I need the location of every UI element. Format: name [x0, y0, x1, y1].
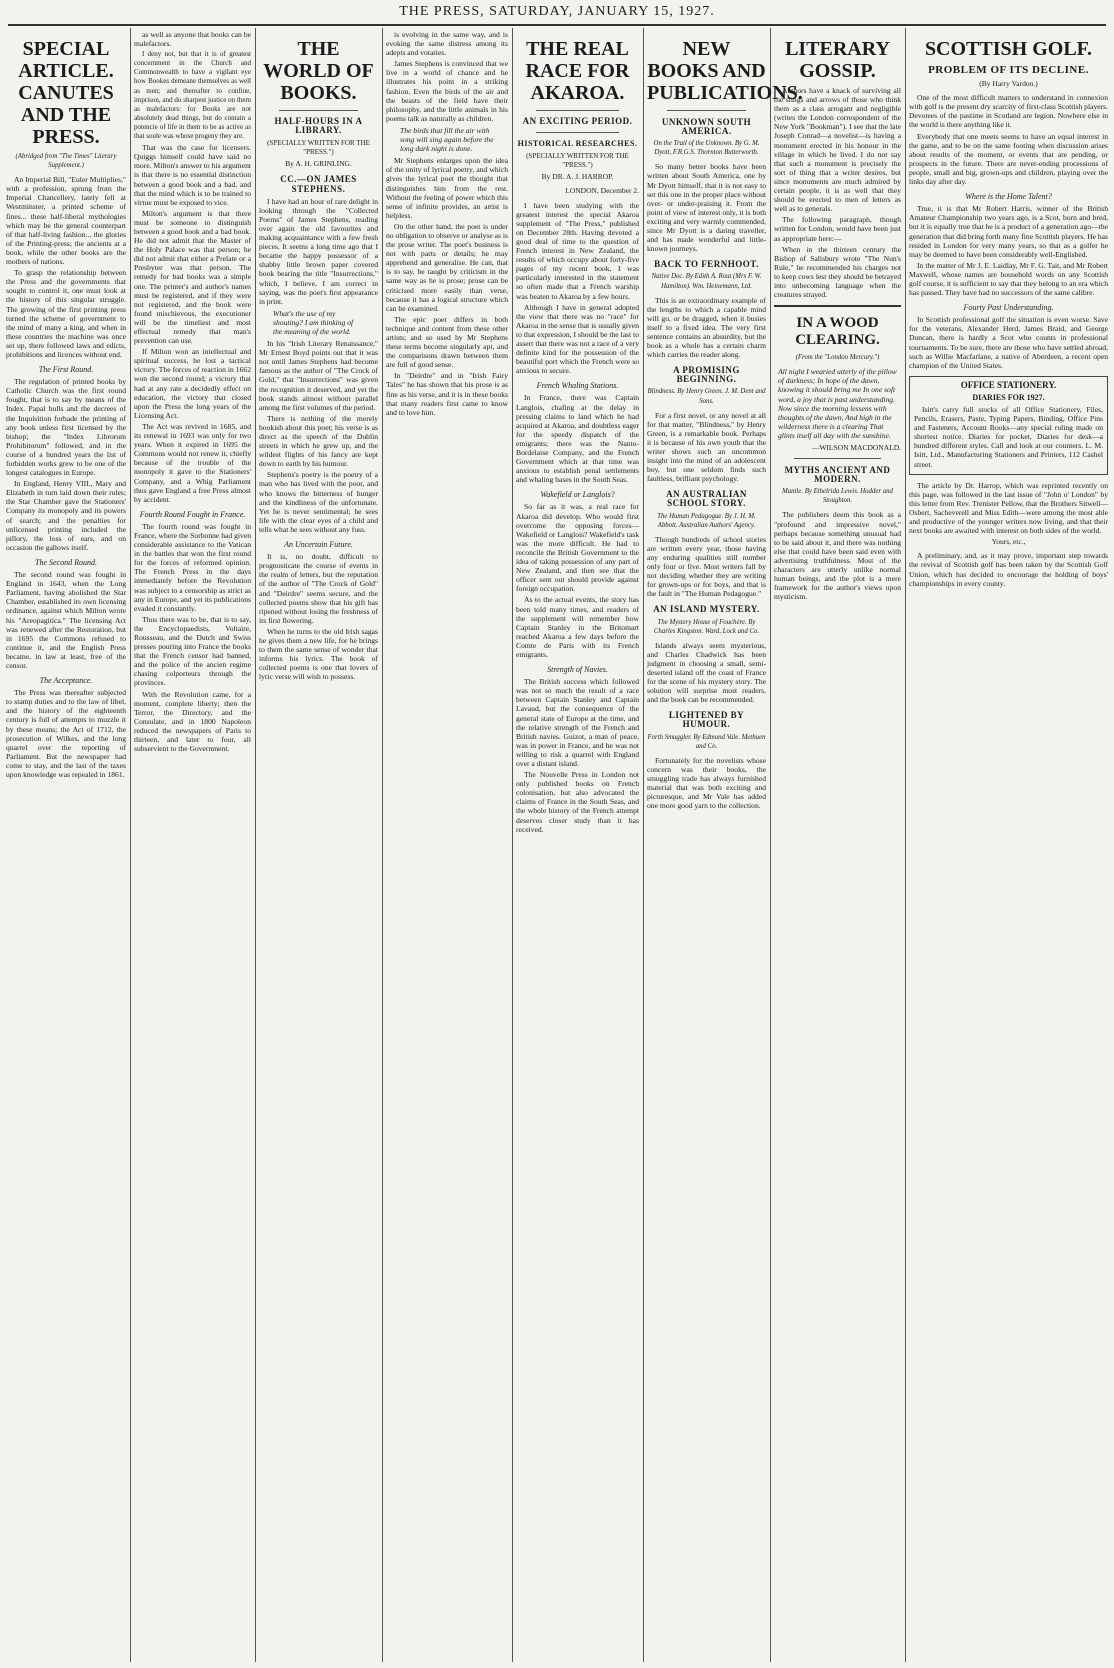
section-heading: An Uncertain Future. — [284, 540, 353, 550]
column-divider — [130, 28, 131, 1662]
paragraph: In "Deirdre" and in "Irish Fairy Tales" he has shown that his prose is as fine as his verse, and it is in these books that many readers first came to know and to love him. — [386, 371, 508, 417]
section-heading: The Second Round. — [35, 557, 97, 567]
paragraph: The Nouvelle Press in London not only published books on French colonisation, but also advocated the claims of France in the South Seas, and the whole history of the French attempt deserves closer study than it has received. — [516, 770, 639, 834]
column-divider — [255, 28, 256, 1662]
article-world-of-books-continued — [386, 30, 508, 1662]
poem-title: IN A WOOD CLEARING. — [795, 315, 880, 349]
paragraph: Though hundreds of school stories are written every year, those having any enduring qualities still number only four or five. Most writers fall by not deciding whether they are writing for grown-ups or for boys, and that is the fault in "The Human Pedagogue." — [647, 534, 766, 599]
paragraph: So many better books have been written about South America, one by Mr Dyott himself, that it is not easy to set this one in the proper place without over- or under-praising it. From the point of view of interest only, it is both exciting and very warmly commended, since Mr Dyott is a daring traveller, and has made wonderful and little-known journeys. — [647, 162, 766, 254]
paragraph: The article by Dr. Harrop, which was reprinted recently on this page, was followed in the last issue of "John o' London" by this letter from Rev. Trenister Pellow, that the Brothers Sitwell—Osbert, Sacheverell and Miss Edith—were among the most able and productive of the younger writers now living, and that their next books are awaited with interest on both sides of the world. — [909, 480, 1108, 536]
paragraph: is evolving in the same way, and is evoking the same distress among its adepts and votaries. — [386, 30, 508, 58]
paragraph: When he turns to the old Irish sagas he gives them a new life, for he brings to them the same sense of wonder that informs his lyrics. The book of collected poems is one that lovers of lyric verse will wish to possess. — [259, 626, 378, 682]
divider — [667, 110, 746, 111]
article-world-of-books — [259, 30, 378, 1662]
paragraph: True, it is that Mr Robert Harris, winner of the British Amateur Championship two years ago, is a Scot, born and bred, but it is equally true that he is a product of a generation ago—the generation that did bring forth many fine Scottish players. He has resided in London for very many years, so that as a golfer he may be deemed to have been considerably well-Englished. — [909, 204, 1108, 259]
paragraph: Mr Stephens enlarges upon the idea of the unity of lyrical poetry, and which gives the lyrical poet the thought that distinguishes him from the rest. Without the feeling of power which this sense of infinite provides, an artist is helpless. — [386, 156, 508, 220]
poem-author: —WILSON MACDONALD. — [811, 443, 901, 452]
article-real-race-for-akaroa — [516, 30, 639, 1662]
paragraph: One of the most difficult matters to understand in connexion with golf is the present dry scarcity of first-class Scottish players. Devotees of the pastime in Scotland are legion. Nowhere else in the world is there anything like it. — [909, 93, 1108, 130]
article-headline: THE WORLD OF BOOKS. — [263, 38, 374, 104]
paragraph: Fortunately for the novelists whose concern was their books, the smuggling trade has always furnished material that was both exciting and picturesque, and Mr Vale has added one more good yarn to the collection. — [647, 755, 766, 811]
divider — [536, 110, 619, 111]
section-heading: BACK TO FERNHOOT. — [654, 259, 759, 270]
section-heading: AN ISLAND MYSTERY. — [653, 604, 760, 615]
paragraph: The fourth round was fought in France, where the Sorbonne had given considerable assistance to the Vatican in the battles that won the first round for the forces of reformed opinion. The French Press in the days immediately before the Revolution was subject to a censorship as strict as any in Europe, and yet its publications evaded it constantly. — [134, 521, 251, 613]
book-citation: The Mystery House of Fouchère. By Charles Kingston. Ward, Lock and Co. — [653, 618, 760, 635]
paragraph: I have been studying with the greatest interest the special Akaroa supplement of "The Press," published on December 28th. Having devoted a good deal of time to the question of French interest in New Zealand, the results of which occupy about forty-five pages of my recent book, I was particularly interested in the statement so often made that a French warship was beaten to Akaroa by a few hours. — [516, 200, 639, 301]
article-headline: NEW BOOKS AND PUBLICATIONS. — [647, 38, 803, 104]
paragraph: On the other hand, the poet is under no obligation to observe or analyse as is the prose writer. The poet's business is not with parts or details; he may apprehend and generalise. He can, that is to say, be taught by criticism in the same way as he is prose; prose can be criticised more easily than verse, because it has a logical structure which can be examined. — [386, 221, 508, 313]
divider — [279, 110, 358, 111]
paragraph: Islands always seem mysterious, and Charles Chadwick has been judgment in choosing a small, semi-deserted island off the coast of France for the scene of his mystery story. The solution will surprise most readers, and the book can be recommended. — [647, 640, 766, 705]
paragraph: For a first novel, or any novel at all for that matter, "Blindness," by Henry Green, is a remarkable book. Perhaps it is because of his own youth that the writer shows such an uncommon insight into the mind of an adolescent boy, but one seldom finds such faultless, brilliant psychology. — [647, 410, 766, 484]
paragraph: Although I have in general adopted the view that there was no "race" for Akaroa in the sense that is usually given to that expression, I should be the last to assert that there was not a race of a very definite kind for the possession of the beautiful port which the French were so anxious to secure. — [516, 302, 639, 376]
paragraph: As to the actual events, the story has been told many times, and readers of the supplement will remember how Captain Stanley in the Britomart reached Akaroa a few days before the Comte de Paris with its French emigrants. — [516, 595, 639, 659]
paragraph: There is nothing of the merely bookish about this poet; his verse is as direct as the speech of the Dublin streets in which he grew up, and the wildest flights of his fancy are kept down to earth by his humour. — [259, 413, 378, 469]
paragraph: In England, Henry VIII., Mary and Elizabeth in turn laid down their rules; the Star Chamber gave the Stationers' Company its monopoly and its powers of search; and the penalties for unlicensed printing included the pillory, the loss of ears, and on occasion the gallows itself. — [6, 479, 126, 552]
article-source: (Abridged from "The Times" Literary Supplement.) — [15, 153, 117, 170]
letter-signoff: Yours, etc., — [991, 537, 1026, 547]
ad-subtitle: DIARIES FOR 1927. — [972, 392, 1045, 402]
paragraph: The following paragraph, though written for London, would have been just as appropriate here:— — [774, 215, 901, 243]
article-subheadline: PROBLEM OF ITS DECLINE. — [928, 64, 1089, 76]
paragraph: In the matter of Mr J. E. Laidlay, Mr F. G. Tait, and Mr Robert Maxwell, whose names are household words on any Scottish golf course, it is sufficient to say that they belong to an era which has passed. They have had no successors of the same calibre. — [909, 260, 1108, 298]
ad-text: Isitt's carry full stocks of all Office Stationery, Files, Pencils, Erasers, Paste, Typing Papers, Binding, Office Pins and Fasteners, Account Books—any special ruling made on shortest notice. Diaries for pocket, Diaries for desk—a hundred different styles. Call and look at our counters. L. M. Isitt, Ltd., Manufacturing Stationers and Printers, 112 Cashel street. — [914, 405, 1103, 469]
section-heading: LIGHTENED BY HUMOUR. — [668, 710, 745, 730]
paragraph: as well as anyone that books can be malefactors. — [134, 30, 251, 49]
column-divider — [382, 28, 383, 1662]
ad-title: OFFICE STATIONERY. — [960, 379, 1057, 390]
section-heading: AN AUSTRALIAN SCHOOL STORY. — [666, 489, 747, 509]
section-heading: MYTHS ANCIENT AND MODERN. — [784, 465, 891, 485]
poem-text: All night I wearied utterly of the pillow of darkness; In hope of the dawn, knowing it should bring me In one soft word, a joy that is past understanding. Now since the morning lessens with thoughts of the dawn, And high in the wilderness there is a clearing That glints itself all day with the sunshine. — [778, 367, 897, 440]
paragraph: That was the case for licensers. Quiggs himself could have said no more. Milton's answer to his argument is that there is no essential distinction between a good book and a bad, and that the mind which is to be trained to virtue must be exposed to vice. — [134, 143, 251, 207]
article-subheadline: HISTORICAL RESEARCHES. — [517, 139, 638, 149]
article-scottish-golf — [909, 30, 1108, 1662]
book-citation: Mantle. By Ethelrida Lewis. Hodder and Stoughton. — [782, 488, 893, 505]
divider — [774, 305, 901, 307]
article-headline: SCOTTISH GOLF. — [924, 38, 1093, 60]
paragraph: The British success which followed was not so much the result of a race between Captain Stanley and Captain Lavaud, but the consequence of the general state of Europe at the time, and the relative strength of the French and British navies. Guizot, a man of peace, was in power in France, and he was not willing to risk a quarrel with England over a distant island. — [516, 677, 639, 768]
article-new-books — [647, 30, 803, 1662]
article-literary-gossip — [774, 30, 901, 1662]
section-heading: CC.—ON JAMES STEPHENS. — [280, 174, 357, 194]
paragraph: An Imperial Bill, "Euler Multiplies," with a profession, sprung from the Imperial Chancellery, lately fell at Westminster, a printed scheme of fines... these half-liberal mythologies which may be the general counterpart of that half-living fashion... the glories of the Printing-press; the ancients at a book, while the other books are the mothers of nations. — [6, 175, 126, 267]
poem-source: (From the "London Mercury.") — [795, 354, 880, 362]
paragraph: In his "Irish Literary Renaissance," Mr Ernest Boyd points out that it was not until James Stephens had become famous as the author of "The Crock of Gold," that "Insurrections" was given the recognition it deserved, and yet the book stands almost without parallel among the first volumes of the period. — [259, 339, 378, 412]
section-heading: French Whaling Stations. — [536, 381, 619, 391]
paragraph: Milton's argument is that there must be someone to distinguish between a good book and a bad book. He did not admit that the Master of the Holy Palace was that person; he did not admit that either a Prelate or a Presbyter was that person. The remedy for bad books was a simple one. The printer's and author's names must be registered, and if they were not registered, and the book were found mischievous, the executioner will be the timeliest and most effectual remedy that man's prevention can use. — [134, 208, 251, 346]
article-byline: By A. H. GRINLING. — [285, 159, 352, 169]
quotation: I deny not, but that it is of greatest concernment in the Church and Commonwealth to have a vigilant eye how Bookes demeane themselves as well as men; and thereafter to confine, imprison, and do sharpest justice on them as malefactors: for Books are not absolutely dead things, but do contain a potencie of life in them to be as active as that soule was whose progeny they are. — [134, 50, 251, 141]
article-subheadline: HALF-HOURS IN A LIBRARY. — [274, 116, 363, 136]
advertisement-office-stationery — [909, 376, 1108, 475]
paragraph: Stephens's poetry is the poetry of a man who has lived with the poor, and who knows the bitterness of hunger and the kindliness of the unfortunate. Yet he is never sentimental; he sees life with the clear eyes of a child and tells what he sees without any fuss. — [259, 470, 378, 534]
paragraph: The epic poet differs in both technique and content from these other artists; and so used by Mr Stephens these terms become singularly apt, and the comparisons drawn between them are full of good sense. — [386, 314, 508, 370]
book-citation: Native Doc. By Edith A. Rout (Mrs F. W. Hamilton). Wm. Heinemann, Ltd. — [651, 273, 762, 290]
paragraph: Everybody that one meets seems to have an equal interest in the game, and to be on the same footing when discussion arises about results of the moment, or events that are pending, or prospects in the future. There are never-ending processions of people, small and big, grown-ups and children, playing over the links day after day. — [909, 131, 1108, 187]
book-citation: Forth Smuggler. By Edmund Vale. Methuen and Co. — [647, 733, 766, 750]
paragraph: With the Revolution came, for a moment, complete liberty; then the Terror, the Directory, and the Consulate, and in 1800 Napoleon reduced the newspapers of Paris to thirteen, and later to four, all subservient to the Government. — [134, 689, 251, 754]
article-canutes-continued — [134, 30, 251, 1662]
paragraph: A preliminary, and, as it may prove, important step towards the revival of Scottish golf has been taken by the Scottish Golf Union, which has decided to encourage the holding of boys' championships in every county. — [909, 551, 1108, 588]
paragraph: Authors have a knack of surviving all the slings and arrows of those who think them as a class arrogant and negligible (writes the London correspondent of the New York "Bookman"). I see that the late Joseph Conrad—a novelist—is having a monument erected in his honour in the village in which he lived. I do not say that such a monument is precisely the sort of thing that a writer desires, but since monuments are much admired by certain people, it is as well that they should be erected to men of letters as well as to generals. — [774, 86, 901, 214]
paragraph: The Press was thereafter subjected to stamp duties and to the law of libel, and the history of the eighteenth century is full of attempts to muzzle it by these means; the Act of 1712, the prosecution of Wilkes, and the long quarrel over the reporting of Parliament. But the newspaper had come to stay, and the last of the taxes upon knowledge was repealed in 1861. — [6, 688, 126, 779]
article-headline: LITERARY GOSSIP. — [785, 38, 890, 82]
divider — [794, 458, 881, 459]
paragraph: The publishers deem this book as a "profound and impressive novel," perhaps because something unusual had to be said about it, and there was nothing else that could have been said even with advertising truthfulness. Most of the characters are utterly unlike normal human beings, and the plot is a mere framework for the author's views upon mysticism. — [774, 510, 901, 602]
book-citation: On the Trail of the Unknown. By G. M. Dyott, F.R.G.S. Thornton Butterworth. — [653, 140, 760, 157]
section-heading: The First Round. — [38, 365, 94, 375]
book-citation: Blindness. By Henry Green. J. M. Dent and Sons. — [647, 388, 766, 405]
section-heading: Fourth Round Fought in France. — [139, 509, 246, 519]
paragraph: James Stephens is convinced that we live in a world of chance and he illustrates his point in a striking fashion. Even the birds of the air and the beasts of the field have their philosophy, and the little animals in his poems talk as naturally as children. — [386, 59, 508, 123]
paragraph: In France, there was Captain Langlois, chafing at the delay in pressing claims to land which he had acquired at Akaroa, and doubtless eager for the speedy dispatch of the emigrants; there was the Nanto-Bordelaise Company, and the French Government which at that time was anxious to establish penal settlements and whaling bases in the South Seas. — [516, 393, 639, 485]
divider — [536, 132, 619, 133]
paragraph: In Scottish professional golf the situation is even worse. Save for the veterans, Alexander Herd, James Braid, and George Duncan, there is hardly a Scot who counts in professional tournaments. To be sure, there are those who have settled abroad, such as Willie Macfarlane, a native of Aberdeen, a recent open champion of the United States. — [909, 315, 1108, 370]
article-note: (SPECIALLY WRITTEN FOR THE "PRESS.") — [267, 139, 370, 157]
masthead-title: THE PRESS, SATURDAY, JANUARY 15, 1927. — [399, 4, 715, 19]
paragraph: This is an extraordinary example of the lengths to which a capable mind will go, or be dragged, when it busies itself to a fixed idea. The very first sentence contains an absurdity, but the book as a whole has a certain charm which carries the reader along. — [647, 295, 766, 360]
paragraph: It is, no doubt, difficult to prognosticate the course of events in the realm of letters, but the reputation of the author of "The Crock of Gold" and "Deirdre" seems secure, and the collected poems show that his gift has ripened without losing the freshness of its first flowering. — [259, 552, 378, 625]
paragraph: So far as it was, a real race for Akaroa did develop. Who would first overcome the opposing forces—Wakefield or Langlois? Wakefield's task was the more difficult. He had to reconcile the British Government to the idea of taking possession of any part of New Zealand, and then see that the officer sent out should provide against foreign occupation. — [516, 502, 639, 594]
section-heading: Where is the Home Talent? — [965, 192, 1052, 202]
section-heading: Fourty Past Understanding. — [963, 303, 1054, 313]
paragraph: The Act was revived in 1685, and its renewal in 1693 was only for two years. When it expired in 1695 the Commons would not renew it, chiefly because of the trouble of the monopoly it gave to the Stationers' Company, and a Whig Parliament thus gave England a free Press almost by accident. — [134, 421, 251, 504]
section-heading: Strength of Navies. — [547, 665, 608, 675]
column-divider — [905, 28, 906, 1662]
paragraph: Thus there was to be, that is to say, the Encyclopaedists, Voltaire, Rousseau, and the Dutch and Swiss presses pouring into France the books that the French censor had banned, and the police of the ancien regime chasing colporteurs through the provinces. — [134, 614, 251, 688]
section-heading: The Acceptance. — [39, 676, 93, 686]
verse: What's the use of my shouting? I am thinking of the meaning of the world. — [273, 308, 354, 336]
article-canutes-and-the-press — [6, 30, 126, 1662]
article-byline: By DR. A. J. HARROP. — [541, 172, 614, 182]
paragraph: The regulation of printed books by Catholic Church was the first round fought, that is to say by means of the Index. Papal bulls and the decrees of the Inquisition forbade the printing of any book unless first licensed by the bishop; the "Index Librorum Prohibitorum" followed, and in the course of a hundred years the list of forbidden works grew to be one of the longest catalogues in Europe. — [6, 377, 126, 478]
paragraph: I have had an hour of rare delight in looking through the "Collected Poems" of James Stephens, reading over again the old favourites and making acquaintance with a few fresh pieces. It seems a long time ago that I became the happy possessor of a shabby little brown paper covered book bearing the title "Insurrections," which, I believe, I am correct in saying, was the poet's first appearance in print. — [259, 196, 378, 306]
section-heading: UNKNOWN SOUTH AMERICA. — [661, 117, 752, 137]
column-divider — [770, 28, 771, 1662]
article-note: (SPECIALLY WRITTEN FOR THE "PRESS.") — [526, 152, 629, 170]
paragraph: If Milton won an intellectual and spiritual success, he lost a tactical victory. The forces of reaction in 1662 won the second round; a victory that had at any rate a decidedly effect on education, the victory that closed upon the Press the long years of the Licensing Act. — [134, 347, 251, 420]
paragraph: When in the thirteen century the Bishop of Salisbury wrote "The Nun's Rule," he recommended his charges not to keep cows lest they should be betrayed into unbecoming language when the creatures strayed. — [774, 244, 901, 300]
article-dateline: LONDON, December 2. — [565, 186, 639, 196]
masthead-rule — [8, 24, 1106, 26]
column-divider — [512, 28, 513, 1662]
book-citation: The Human Pedagogue. By J. H. M. Abbott. Australian Authors' Agency. — [657, 512, 756, 529]
article-byline: (By Harry Vardon.) — [979, 79, 1038, 89]
section-heading: Wakefield or Langlois? — [540, 490, 615, 500]
verse: The birds that fill the air with song will sing again before the long dark night is done. — [400, 125, 494, 154]
article-subheadline: AN EXCITING PERIOD. — [522, 116, 633, 126]
article-headline: SPECIAL ARTICLE. CANUTES AND THE PRESS. — [18, 38, 114, 148]
article-headline: THE REAL RACE FOR AKAROA. — [525, 38, 630, 104]
section-heading: A PROMISING BEGINNING. — [673, 365, 740, 385]
column-divider — [643, 28, 644, 1662]
paragraph: To grasp the relationship between the Press and the governments that sought to control it, one must look at the history of this singular struggle. The growing of the first printing press turned the scheme of government to the mind of many a king, and when in these countries the machine was once set up, there followed laws and edicts, prohibitions and licences without end. — [6, 268, 126, 359]
paragraph: The second round was fought in England in 1643, when the Long Parliament, having abolished the Star Chamber, established its own licensing ordinance, against which Milton wrote his "Areopagitica." The licensing Act was renewed after the Restoration, but in 1695 the Commons refused to continue it, and the English Press became, in law at least, free of the censor. — [6, 570, 126, 670]
